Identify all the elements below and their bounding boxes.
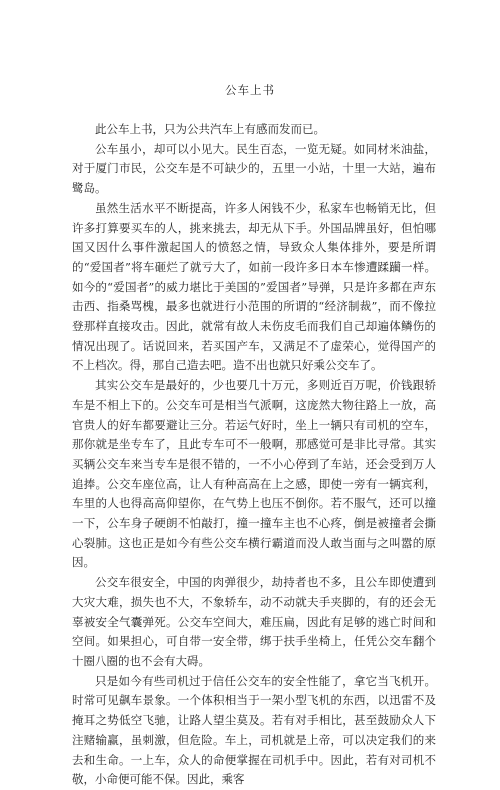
paragraph: 公车虽小，却可以小见大。民生百态，一览无疑。如同材米油盐，对于厦门市民，公交车是不可缺少的，五里一小站，十里一大站，遍布鹭岛。 — [72, 141, 436, 196]
paragraph: 其实公交车是最好的，少也要几十万元，多则近百万呢，价钱跟轿车是不相上下的。公交车可是相当气派啊，这庞然大物往路上一放，高官贵人的好车都要避让三分。若运气好时，坐上一辆只有司机的空车，那你就是坐专车了，且此专车可不一般啊，那感觉可是非比寻常。其实买辆公交车来当专车是很不错的，一不小心停到了车站，还会受到万人追捧。公交车座位高，让人有种高高在上之感，即使一旁有一辆宾利，车里的人也得高高仰望你，在气势上也压不倒你。若不服气，还可以撞一下，公车身子硬朗不怕敲打，撞一撞车主也不心疼，倒是被撞者会撕心裂肺。这也正是如今有些公交车横行霸道而没人敢当面与之叫嚣的原因。 — [72, 378, 436, 570]
paragraph: 此公车上书，只为公共汽车上有感而发而已。 — [95, 122, 325, 136]
paragraph: 只是如今有些司机过于信任公交车的安全性能了，拿它当飞机开。时常可见飙车景象。一个体积相当于一架小型飞机的东西，以迅雷不及掩耳之势低空飞驰，让路人望尘莫及。若有对手相比，甚至鼓励众人下注赌输赢，虽刺激，但危险。车上，司机就是上帝，可以决定我们的来去和生命。一上车，众人的命便掌握在司机手中。因此，若有对司机不敬，小命便可能不保。因此，乘客 — [72, 673, 436, 787]
paragraph: 虽然生活水平不断提高，许多人闲钱不少，私家车也畅销无比，但许多打算要买车的人，挑来挑去，却无从下手。外国品牌虽好，但怕哪国又因什么事件激起国人的愤怒之情，导致众人集体排外，要是所谓的“爱国者”将车砸烂了就亏大了，如前一段许多日本车惨遭蹂躏一样。如今的“爱国者”的威力堪比于美国的”爱国者”导弹，只是许多都在声东击西、指桑骂槐，最多也就进行小范围的所谓的“经济制裁”，而不像拉登那样直接攻击。因此，就常有故人未伤皮毛而我们自己却遍体鳞伤的情况出现了。话说回来，若买国产车，又满足不了虚荣心，觉得国产的不上档次。得，那自己造去吧。造不出也就只好乘公交车了。 — [72, 200, 436, 373]
document-title: 公车上书 — [225, 83, 275, 97]
document-body — [72, 120, 436, 790]
paragraph: 公交车很安全，中国的肉弹很少，劫持者也不多，且公车即使遭到大灾大难，损失也不大，不象轿车，动不动就夫手夹脚的，有的还会无辜被安全气囊弹死。公交车空间大，难压扁，因此有足够的逃亡时间和空间。如果担心，可自带一安全带，绑于扶手坐椅上，任凭公交车翻个十圈八圈的也不会有大碍。 — [72, 575, 436, 668]
